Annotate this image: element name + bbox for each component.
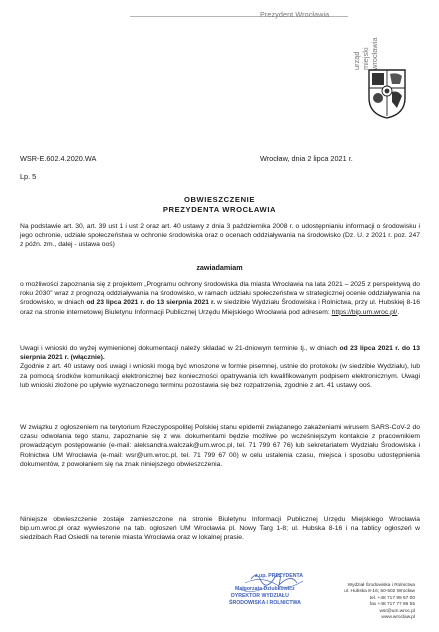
document-title: OBWIESZCZENIE: [183, 195, 256, 204]
document-lp-number: Lp. 5: [20, 172, 37, 181]
vertical-label-line-2: miejski: [361, 47, 370, 70]
stamp-line-2: Małgorzata Dziubkowicz: [235, 586, 295, 592]
consultation-text-d: .: [397, 308, 400, 316]
header-office-name: Prezydent Wrocławia: [260, 10, 330, 19]
document-date: Wrocław, dnia 2 lipca 2021 r.: [260, 154, 353, 163]
footer-line: wsr@um.wroc.pl: [379, 608, 415, 614]
consultation-paragraph: [20, 280, 420, 317]
consultation-dates: od 23 lipca 2021 r. do 13 sierpnia 2021 r.: [86, 299, 216, 307]
comments-text-c: Zgodnie z art. 40 ustawy ooś uwagi i wnioski mogą być wnoszone w formie pisemnej, ustnie do protokołu (w siedzibie Wydziału), lub za pomocą środków komunikacji elektronicznej bez konieczności opatrywania ich kwalifikowanym podpisem elektronicznym. Uwagi lub wnioski złożone po upływie wyznaczonego terminu pozostawia się bez rozpatrzenia, zgodnie z art. 41 ustawy ooś.: [20, 363, 420, 389]
intro-paragraph: Na podstawie art. 30, art. 39 ust 1 i ust 2 oraz art. 40 ustawy z dnia 3 października 2008 r. o udostępnianiu informacji o środowisku i jego ochronie, udziale społeczeństwa w ochronie środowiska oraz o ocenach oddziaływania na środowisko (Dz. U. z 2021 r. poz. 247 z późn. zm., dalej - ustawa ooś): [20, 223, 420, 249]
comments-dates: od 23 lipca 2021 r. do 13 sierpnia 2021 r. (włącznie).: [20, 345, 420, 362]
vertical-office-label: [352, 6, 379, 70]
footer-line: Wydział Środowiska i Rolnictwa: [347, 583, 415, 588]
stamp-line-1: z up. PREZYDENTA: [255, 573, 304, 579]
footer-line: fax +48 717 77 86 55: [369, 602, 415, 608]
footer-line: tel. +48 717 99 67 00: [369, 595, 415, 601]
office-contact-footer: [275, 583, 415, 621]
city-coat-of-arms-icon: [367, 68, 407, 120]
publication-paragraph: Niniejsze obwieszczenie zostaje zamieszczone na stronie Biuletynu Informacji Publicznej Urzędu Miejskiego Wrocławia bip.um.wroc.pl oraz wywieszone na tab. ogłoszeń UM Wrocławia pl. Nowy Targ 1-8; ul. Hubska 8-16 i na tablicy ogłoszeń w siedzibach Rad Osiedli na terenie miasta Wrocławia oraz w lokalnej prasie.: [20, 516, 420, 542]
footer-line: ul. Hubska 8-16; 50-502 Wrocław: [344, 589, 415, 595]
consultation-text-c: w siedzibie Wydziału Środowiska i Rolnictwa, przy ul. Hubskiej 8-16 oraz na stronie internetowej Biuletynu Informacji Publicznej Urzędu Miejskiego Wrocławia pod adresem:: [20, 299, 420, 316]
comments-text-a: Uwagi i wnioski do wyżej wymienionej dokumentacji należy składać w 21-dniowym terminie tj., w dniach: [20, 345, 340, 352]
epidemic-paragraph: W związku z ogłoszeniem na terytorium Rzeczypospolitej Polskiej stanu epidemii związanego zakażeniami wirusem SARS-CoV-2 do czasu odwołania tego stanu, zapoznanie się z ww. dokumentami będzie możliwe po wcześniejszym kontakcie z pracownikiem prowadzącym postępowanie (e-mail: aleksandra.walczak@um.wroc.pl, tel. 71 799 67 76) lub sekretariatem Wydziału Środowiska i Rolnictwa UM Wrocławia (e-mail: wsr@um.wroc.pl, tel. 71 799 67 00) w celu ustalenia czasu, miejsca i sposobu udostępnienia dokumentów, z powołaniem się na znak niniejszego obwieszczenia.: [20, 424, 420, 468]
document-subtitle: PREZYDENTA WROCŁAWIA: [162, 205, 277, 214]
footer-line: www.wroclaw.pl: [381, 615, 415, 621]
consultation-text-a: o możliwości zapoznania się z projektem „Programu ochrony środowiska dla miasta Wrocławia na lata 2021 – 2025 z perspektywą do roku 2030” wraz z prognozą oddziaływania na środowisko, w ramach udziału społeczeństwa w strategicznej ocenie oddziaływania na środowisko, w dniach: [20, 281, 420, 307]
vertical-label-line-1: urząd: [352, 51, 361, 70]
stamp-line-4: ŚRODOWISKA I ROLNICTWA: [229, 600, 301, 606]
stamp-line-3: DYREKTOR WYDZIAŁU: [231, 593, 289, 599]
comments-paragraph: [20, 344, 420, 390]
vertical-label-line-3: wrocławia: [370, 37, 379, 70]
announcement-heading: zawiadamiam: [196, 263, 243, 272]
document-reference: WSR-E.602.4.2020.WA: [20, 154, 97, 163]
bip-link[interactable]: https://bip.um.wroc.pl/: [331, 308, 398, 316]
